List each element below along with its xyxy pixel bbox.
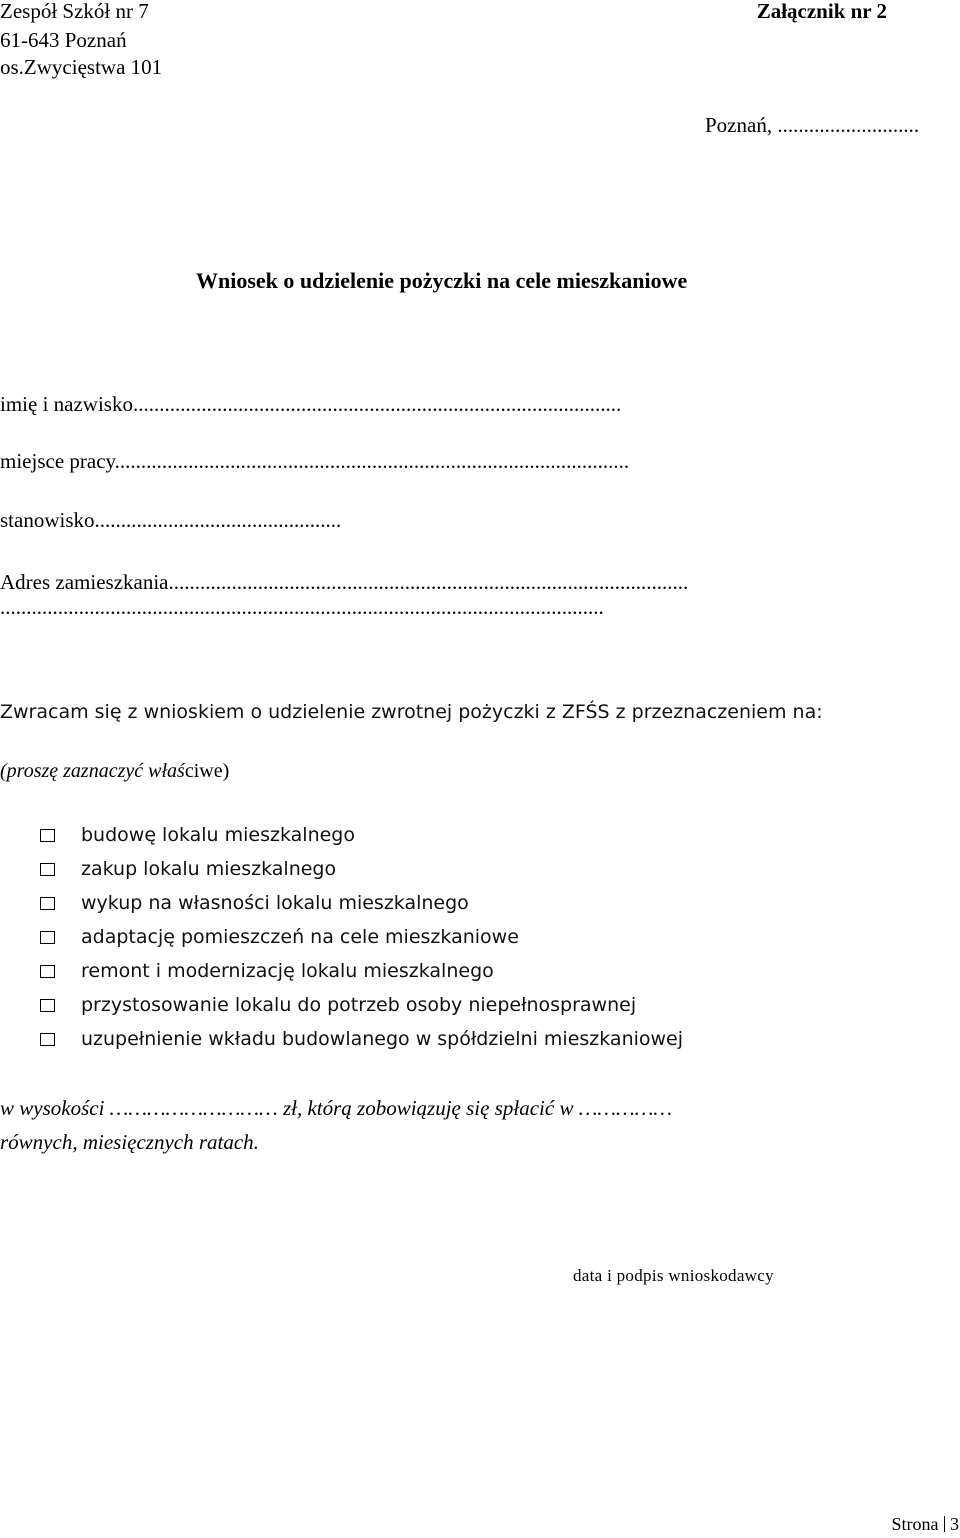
- page-value: 3: [950, 1514, 959, 1534]
- place-date: Poznań, ...........................: [705, 113, 920, 137]
- option-item[interactable]: [40, 886, 683, 920]
- option-label: adaptację pomieszczeń na cele mieszkaniowe: [81, 926, 519, 948]
- option-item[interactable]: [40, 852, 683, 886]
- request-statement: Zwracam się z wnioskiem o udzielenie zwrotnej pożyczki z ZFŚS z przeznaczeniem na:: [0, 701, 823, 723]
- option-label: zakup lokalu mieszkalnego: [81, 858, 337, 880]
- checkbox[interactable]: [40, 965, 55, 978]
- option-item[interactable]: [40, 1022, 683, 1056]
- option-label: budowę lokalu mieszkalnego: [81, 824, 355, 846]
- option-label: wykup na własności lokalu mieszkalnego: [81, 892, 469, 914]
- workplace-field: miejsce pracy..................................................................................................: [0, 449, 630, 473]
- option-label: remont i modernizację lokalu mieszkalnego: [81, 960, 494, 982]
- selection-note-rest: ciwe): [184, 760, 230, 782]
- page-separator: [944, 1516, 946, 1532]
- selection-note: [0, 760, 229, 783]
- position-field: stanowisko...............................................: [0, 508, 342, 532]
- option-item[interactable]: [40, 988, 683, 1022]
- page-number: [892, 1514, 960, 1535]
- option-item[interactable]: [40, 818, 683, 852]
- checkbox[interactable]: [40, 931, 55, 944]
- attachment-label: Załącznik nr 2: [756, 0, 887, 23]
- option-label: przystosowanie lokalu do potrzeb osoby niepełnosprawnej: [81, 994, 637, 1016]
- school-postal: 61-643 Poznań: [0, 28, 127, 52]
- amount-line: w wysokości ……………………… zł, którą zobowiązuję się spłacić w ……………: [0, 1096, 673, 1120]
- school-name: Zespół Szkół nr 7: [0, 0, 149, 23]
- option-label: uzupełnienie wkładu budowlanego w spółdzielni mieszkaniowej: [81, 1028, 684, 1050]
- selection-note-italic: (proszę zaznaczyć właś: [0, 760, 185, 782]
- checkbox[interactable]: [40, 1033, 55, 1046]
- checkbox[interactable]: [40, 829, 55, 842]
- checkbox[interactable]: [40, 897, 55, 910]
- installments-line: równych, miesięcznych ratach.: [0, 1130, 259, 1154]
- name-field: imię i nazwisko.............................................................................................: [0, 392, 622, 416]
- option-item[interactable]: [40, 954, 683, 988]
- signature-label: data i podpis wnioskodawcy: [573, 1266, 774, 1285]
- address-continuation: ...................................................................................................................: [0, 595, 604, 619]
- page-label: Strona: [891, 1514, 939, 1534]
- option-item[interactable]: [40, 920, 683, 954]
- purpose-options: [40, 818, 683, 1056]
- school-street: os.Zwycięstwa 101: [0, 55, 163, 79]
- document-title: Wniosek o udzielenie pożyczki na cele mieszkaniowe: [196, 268, 688, 293]
- checkbox[interactable]: [40, 863, 55, 876]
- checkbox[interactable]: [40, 999, 55, 1012]
- address-field: Adres zamieszkania...................................................................................................: [0, 570, 689, 594]
